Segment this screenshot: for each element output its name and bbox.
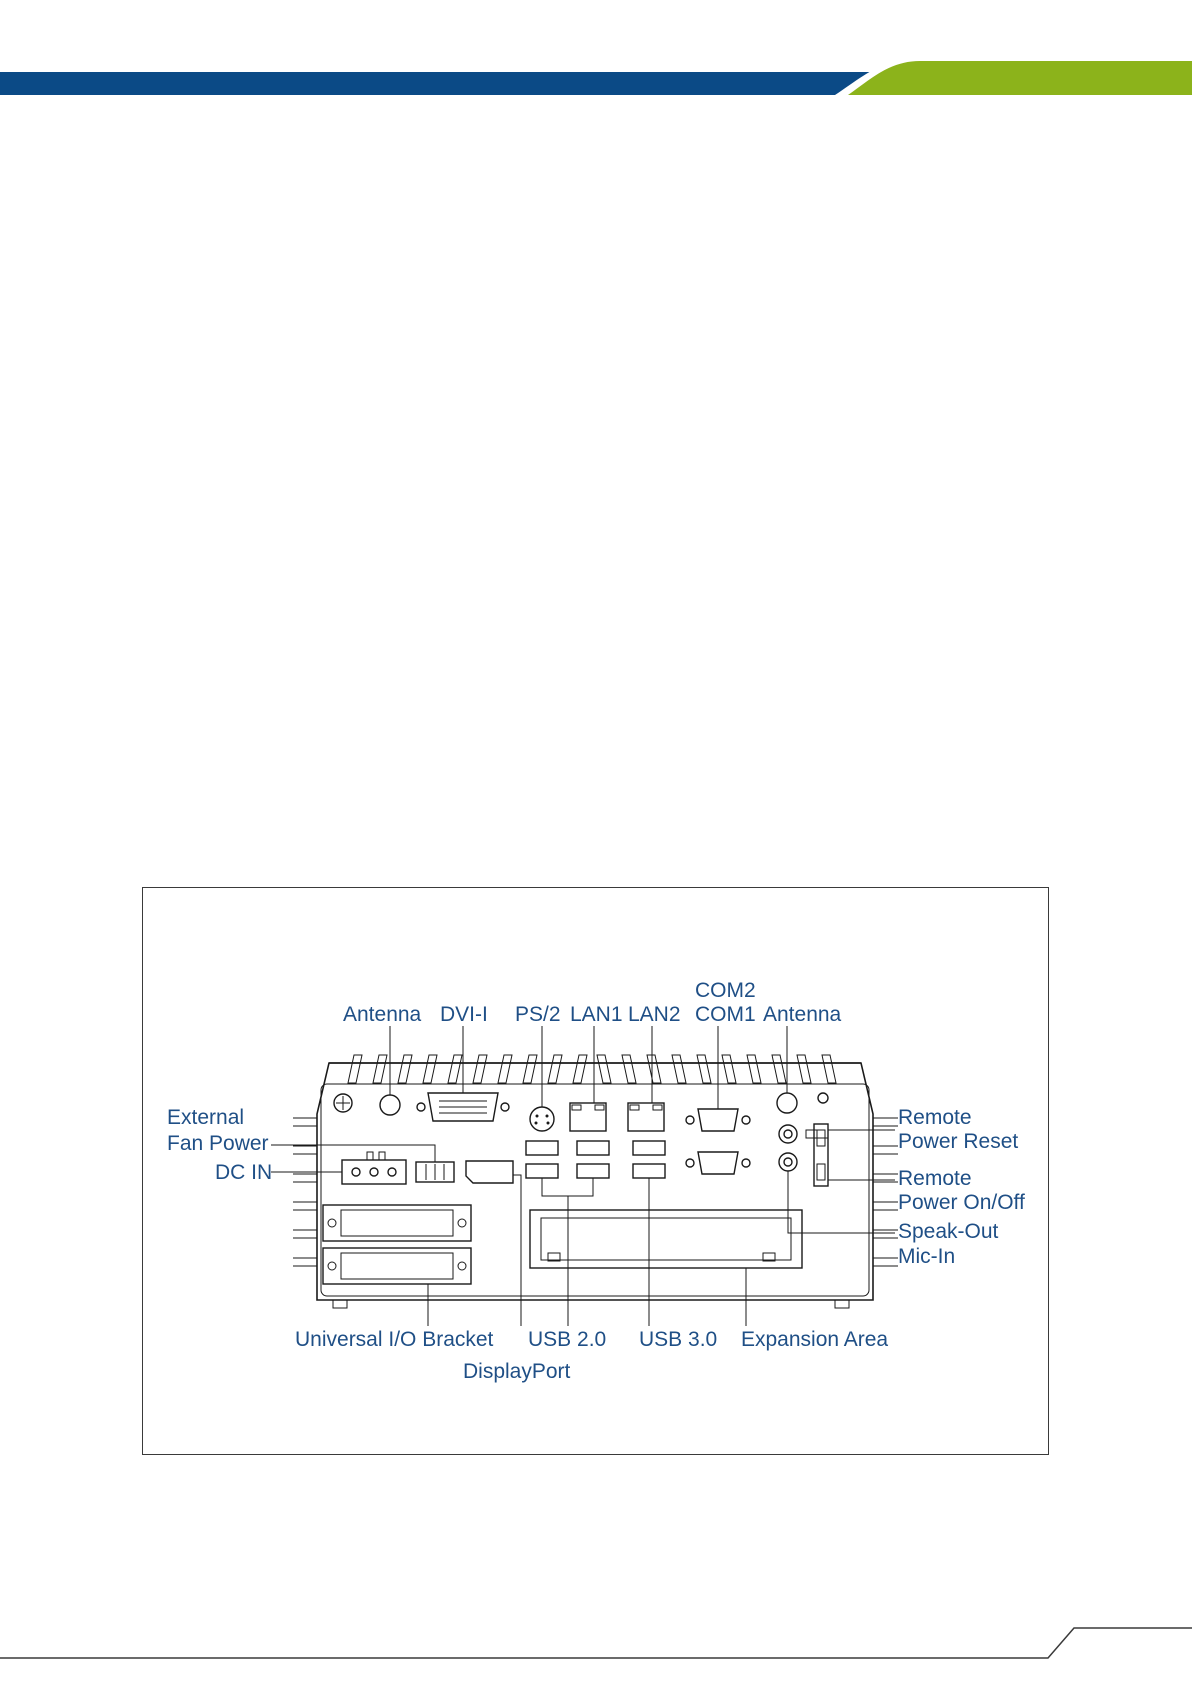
label-antenna-right: Antenna: [763, 1003, 842, 1026]
expansion-area: [530, 1210, 802, 1268]
antenna-right-port: [777, 1093, 797, 1113]
label-expansion: Expansion Area: [741, 1328, 889, 1351]
footer-rule: [0, 1628, 1192, 1658]
lan2-port: [628, 1103, 664, 1131]
antenna-left-port: [380, 1095, 400, 1115]
footer-line: [0, 1620, 1192, 1660]
label-lan2: LAN2: [628, 1003, 681, 1026]
label-ps2: PS/2: [515, 1003, 561, 1026]
label-external-fan-2: Fan Power: [167, 1132, 269, 1155]
external-fan-power-connector: [416, 1162, 454, 1182]
io-diagram-figure: [142, 887, 1049, 1455]
ps2-port: [530, 1107, 554, 1131]
label-external-fan-1: External: [167, 1106, 245, 1129]
diagram-labels: [167, 979, 1025, 1383]
mic-in-jack: [779, 1153, 797, 1171]
usb2-ports: [526, 1141, 609, 1178]
label-dc-in: DC IN: [215, 1161, 273, 1184]
label-remote-reset-2: Power Reset: [898, 1130, 1019, 1153]
label-antenna-left: Antenna: [343, 1003, 422, 1026]
label-usb3: USB 3.0: [639, 1328, 718, 1351]
header-band: [0, 55, 1192, 100]
remote-power-connectors: [814, 1124, 828, 1186]
io-panel-diagram: [143, 888, 1050, 1456]
screw-icon-right: [818, 1093, 828, 1103]
label-speak-out: Speak-Out: [898, 1220, 999, 1243]
header-green-accent: [845, 61, 1192, 95]
label-com1: COM1: [695, 1003, 756, 1026]
label-displayport: DisplayPort: [463, 1360, 571, 1383]
label-mic-in: Mic-In: [898, 1245, 956, 1268]
speaker-out-jack: [779, 1125, 797, 1143]
label-usb2: USB 2.0: [528, 1328, 607, 1351]
lan1-port: [570, 1103, 606, 1131]
foot-right: [835, 1300, 849, 1308]
label-lan1: LAN1: [570, 1003, 623, 1026]
ground-screw-icon: [334, 1094, 352, 1112]
com2-port: [686, 1109, 750, 1131]
universal-io-bracket: [323, 1205, 471, 1284]
foot-left: [333, 1300, 347, 1308]
label-remote-reset-1: Remote: [898, 1106, 972, 1129]
label-dvi-i: DVI-I: [440, 1003, 488, 1026]
label-com2: COM2: [695, 979, 756, 1002]
dvi-i-port: [417, 1093, 509, 1121]
usb3-ports: [633, 1141, 665, 1178]
heatsink-fins: [348, 1055, 836, 1083]
label-universal-io: Universal I/O Bracket: [295, 1328, 494, 1351]
displayport-port: [466, 1161, 513, 1183]
dc-in-connector: [342, 1152, 406, 1184]
label-remote-onoff-1: Remote: [898, 1167, 972, 1190]
label-remote-onoff-2: Power On/Off: [898, 1191, 1025, 1214]
com1-port: [686, 1152, 750, 1174]
